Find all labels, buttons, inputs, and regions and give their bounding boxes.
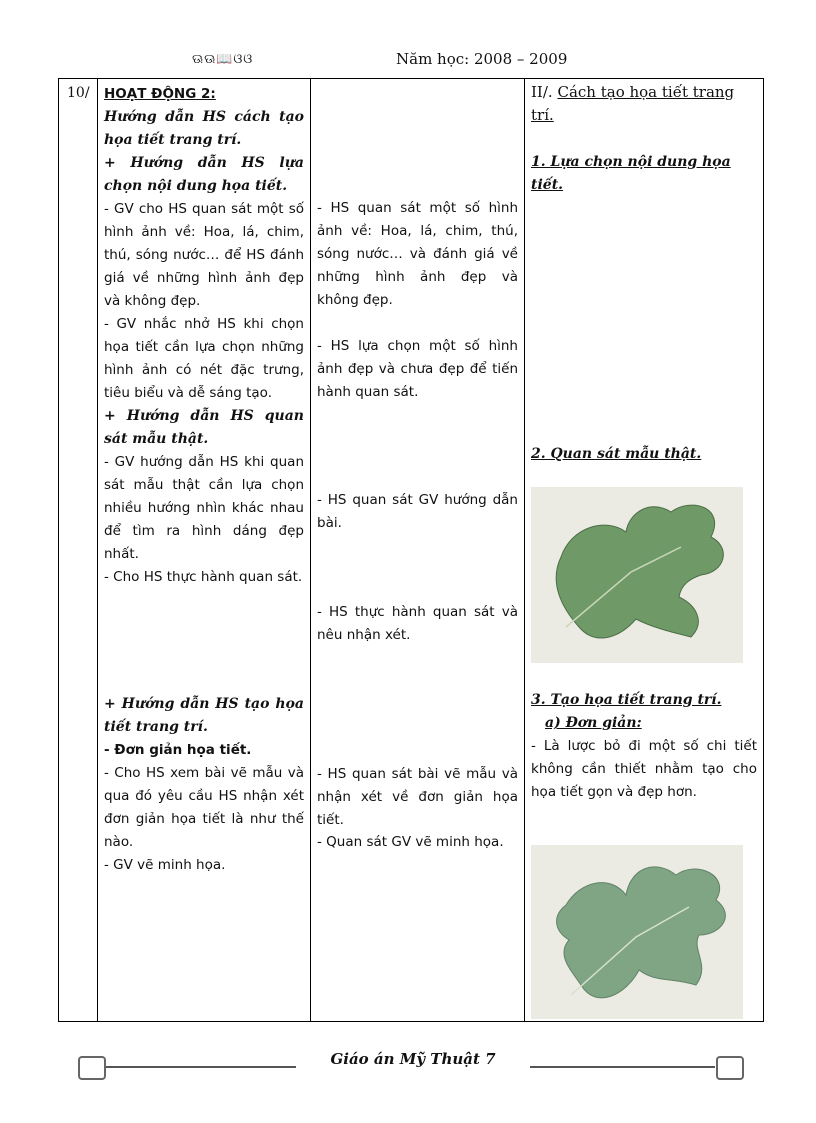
student-text-5: - HS quan sát bài vẽ mẫu và nhận xét về đơn giản họa tiết. [317,766,518,828]
section-title: Cách tạo họa tiết trang trí. [531,83,735,124]
activity-title: HOẠT ĐỘNG 2: [104,86,216,102]
student-activity-column [311,79,525,1022]
content-item-2: 2. Quan sát mẫu thật. [531,446,702,462]
student-text-3: - HS quan sát GV hướng dẫn bài. [317,492,518,531]
time-value: 10/ [67,85,90,101]
guide-observe-title: + Hướng dẫn HS quan sát mẫu thật. [104,408,304,447]
guide-choose-text-2: - GV nhắc nhở HS khi chọn họa tiết cần lựa chọn những hình ảnh có nét đặc trưng, tiêu biểu và dễ sáng tạo. [104,316,304,401]
teacher-activity-column [98,79,311,1022]
content-item-1: 1. Lựa chọn nội dung họa tiết. [531,154,731,193]
student-text-1: - HS quan sát một số hình ảnh về: Hoa, lá, chim, thú, sóng nước… và đánh giá về những hình ảnh đẹp và không đẹp. [317,200,518,308]
content-column [525,79,764,1022]
guide-choose-title: + Hướng dẫn HS lựa chọn nội dung họa tiết. [104,155,304,194]
page-footer [58,1042,761,1102]
student-text-4: - HS thực hành quan sát và nêu nhận xét. [317,604,518,643]
guide-create-text-1: - Cho HS xem bài vẽ mẫu và qua đó yêu cầu HS nhận xét đơn giản họa tiết là như thế nào. [104,765,304,850]
page-header [96,48,760,78]
guide-observe-text-1: - GV hướng dẫn HS khi quan sát mẫu thật cần lựa chọn nhiều hướng nhìn khác nhau để tìm ra hình dáng đẹp nhất. [104,454,304,562]
footer-scroll-ornament-left [78,1056,106,1080]
lesson-plan-table [58,78,764,1022]
content-item-3a-description: - Là lược bỏ đi một số chi tiết không cần thiết nhằm tạo cho họa tiết gọn và đẹp hơn. [531,738,757,800]
guide-create-text-2: - GV vẽ minh họa. [104,857,226,873]
footer-title: Giáo án Mỹ Thuật 7 [330,1050,496,1068]
section-heading [531,81,757,127]
student-text-6: - Quan sát GV vẽ minh họa. [317,834,504,850]
guide-create-subtitle: - Đơn giản họa tiết. [104,742,252,758]
footer-rule-left [106,1066,296,1068]
section-number: II/. [531,83,553,101]
footer-rule-right [530,1066,715,1068]
time-column [59,79,98,1022]
guide-create-title: + Hướng dẫn HS tạo họa tiết trang trí. [104,696,304,735]
content-item-3: 3. Tạo họa tiết trang trí. [531,692,722,708]
school-year: Năm học: 2008 – 2009 [396,50,568,68]
guide-observe-text-2: - Cho HS thực hành quan sát. [104,569,303,585]
simplified-leaf-photo [531,845,743,1019]
footer-scroll-ornament-right [716,1056,744,1080]
header-ornament: ଊଊ📖ଓଓ [192,52,254,67]
guide-choose-text-1: - GV cho HS quan sát một số hình ảnh về: Hoa, lá, chim, thú, sóng nước… để HS đánh giá về những hình ảnh đẹp và không đẹp. [104,201,304,309]
leaf-photo [531,487,743,663]
activity-description: Hướng dẫn HS cách tạo họa tiết trang trí. [104,109,304,148]
table-row [59,79,764,1022]
student-text-2: - HS lựa chọn một số hình ảnh đẹp và chưa đẹp để tiến hành quan sát. [317,338,518,400]
content-item-3a: a) Đơn giản: [545,715,642,731]
